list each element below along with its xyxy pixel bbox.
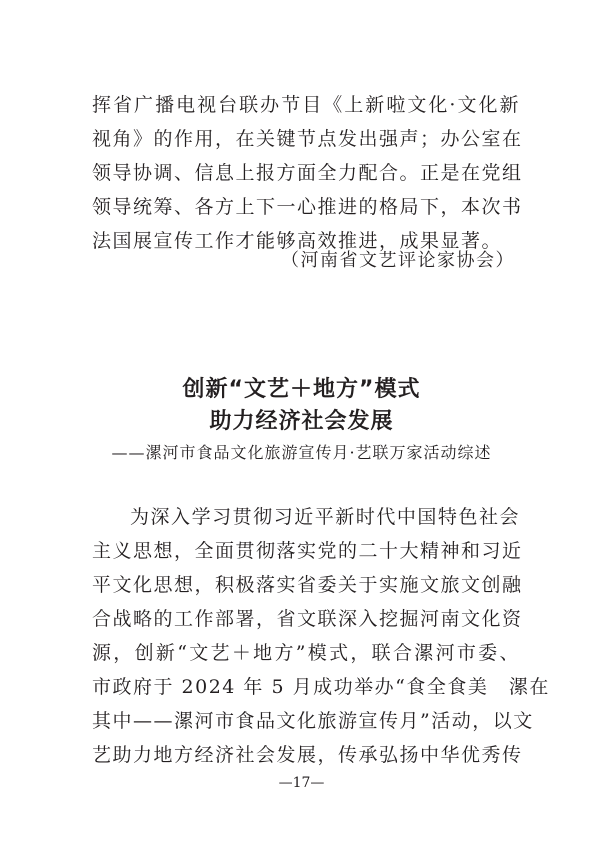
source-attribution: （河南省文艺评论家协会）: [281, 250, 515, 271]
paragraph-line: 挥省广播电视台联办节目《上新啦文化·文化新: [92, 94, 520, 116]
article-body-paragraph: [92, 500, 550, 772]
paragraph-line: 平文化思想，积极落实省委关于实施文旅文创融: [92, 574, 523, 596]
paragraph-line: 法国展宣传工作才能够高效推进，成果显著。: [92, 230, 503, 252]
paragraph-line: 视角》的作用，在关键节点发出强声；办公室在: [92, 128, 523, 150]
paragraph-line: 领导统筹、各方上下一心推进的格局下，本次书: [92, 196, 523, 218]
paragraph-line: 领导协调、信息上报方面全力配合。正是在党组: [92, 162, 523, 184]
paragraph-line: 合战略的工作部署，省文联深入挖掘河南文化资: [92, 608, 523, 630]
paragraph-line: 主义思想，全面贯彻落实党的二十大精神和习近: [92, 540, 523, 562]
previous-article-paragraph: [92, 88, 523, 258]
paragraph-line: 其中——漯河市食品文化旅游宣传月”活动，以文: [92, 710, 534, 732]
paragraph-line: 源，创新“文艺＋地方”模式，联合漯河市委、: [92, 642, 520, 664]
page-number: —17—: [278, 775, 325, 791]
article-subtitle: ——漯河市食品文化旅游宣传月·艺联万家活动综述: [111, 443, 492, 462]
paragraph-line: 市政府于 2024 年 5 月成功举办“食全食美 漯在: [92, 676, 550, 698]
article-title-line-2: 助力经济社会发展: [209, 409, 394, 434]
article-title-line-1: 创新“文艺＋地方”模式: [182, 377, 421, 402]
paragraph-line: 艺助力地方经济社会发展，传承弘扬中华优秀传: [92, 744, 523, 766]
paragraph-line: 为深入学习贯彻习近平新时代中国特色社会: [130, 506, 520, 528]
